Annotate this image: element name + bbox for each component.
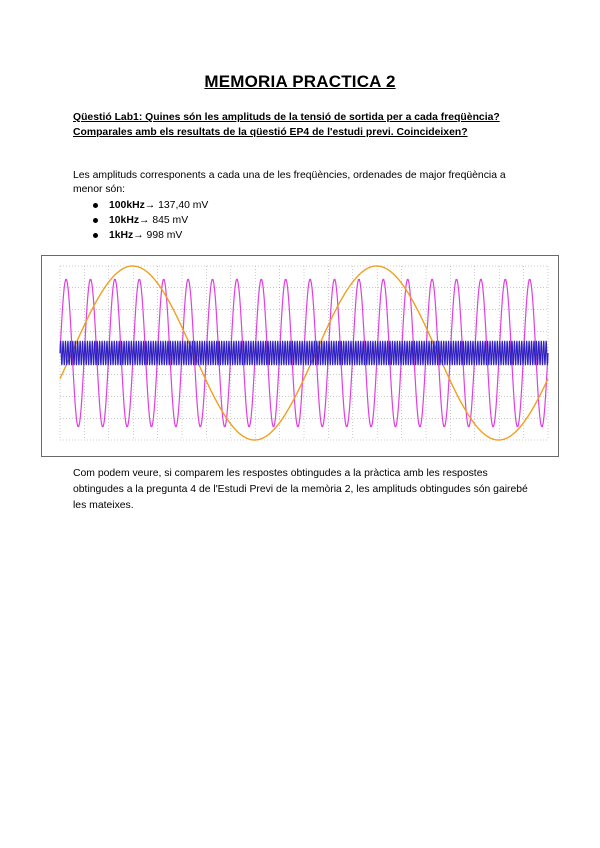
amplitude-value: 998 mV — [146, 230, 183, 241]
frequency-label: 1kHz — [109, 230, 134, 241]
amplitude-value: 845 mV — [152, 215, 189, 226]
bullet-icon — [93, 233, 98, 238]
arrow-icon: → — [133, 230, 144, 241]
frequency-label: 10kHz — [109, 215, 140, 226]
list-item — [93, 198, 208, 213]
bullet-icon — [93, 218, 98, 223]
intro-paragraph: Les amplituds corresponents a cada una de les freqüències, ordenades de major freqüència a menor són: — [73, 170, 506, 195]
question-heading: Qüestió Lab1: Quines són les amplituds de la tensió de sortida per a cada freqüència? Comparales amb els resultats de la qüestió EP4 de l'estudi previ. Coincideixen? — [73, 112, 500, 138]
bullet-icon — [93, 203, 98, 208]
arrow-icon: → — [139, 215, 150, 226]
frequency-label: 100kHz — [109, 200, 145, 211]
page-title: MEMORIA PRACTICA 2 — [204, 72, 396, 91]
arrow-icon: → — [144, 200, 156, 211]
conclusion-paragraph: Com podem veure, si comparem les respostes obtingudes a la pràctica amb les respostes obtingudes a la pregunta 4 de l'Estudi Previ de la memòria 2, les amplituds obtingudes són gairebé les mateixes. — [73, 468, 528, 511]
list-item — [93, 213, 208, 228]
waveform-100khz — [60, 341, 548, 365]
amplitude-value: 137,40 mV — [158, 200, 209, 211]
list-item — [93, 228, 208, 243]
oscilloscope-screenshot — [41, 255, 559, 457]
amplitude-list — [93, 198, 208, 243]
waveform-plot — [42, 256, 558, 456]
